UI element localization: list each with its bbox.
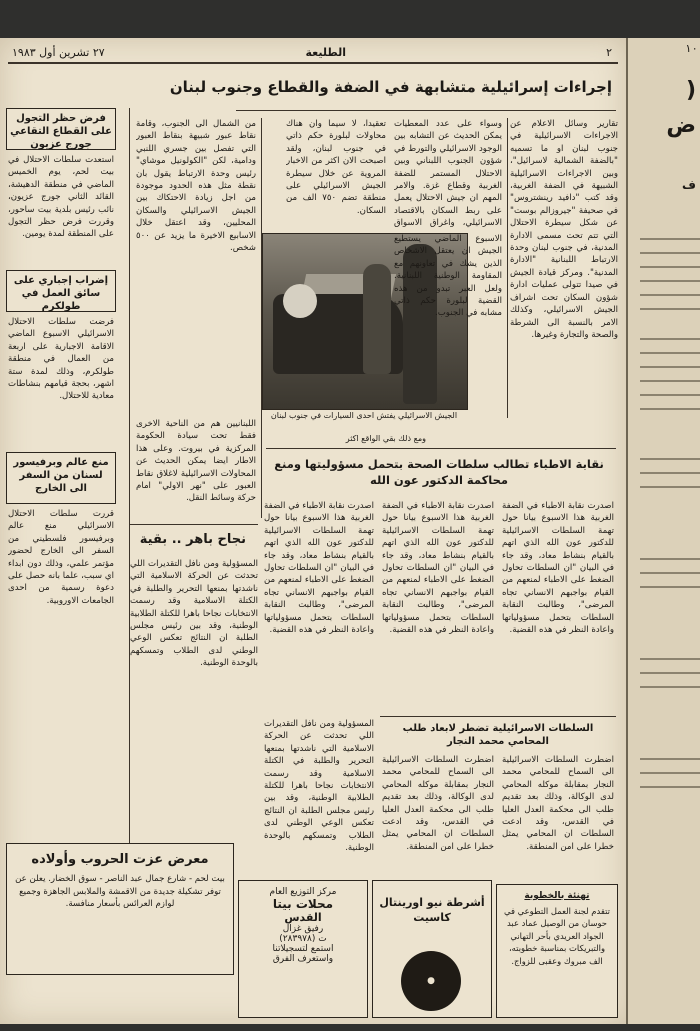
ban-body: قررت سلطات الاحتلال الاسرائيلي منع عالم وبرفيسور فلسطيني من السفر الى الخارج لحضور مؤتمر علمي، وذلك دون ابداء اي سبب، علما بانه حصل على دعوة رسمية من احدى الجامعات الاوروبية.	[8, 509, 114, 606]
strike-headline: إضراب إجباري على سائق العمل في طولكرم	[13, 275, 109, 312]
main-headline: إجراءات إسرائيلية متشابهة في الضفة والقطاع وجنوب لبنان	[169, 78, 612, 96]
col-rule	[507, 118, 508, 418]
distribution-ad	[238, 880, 368, 1018]
adjacent-fragment: (	[685, 78, 696, 103]
najah-body-col2: المسؤولية ومن نافل التقديرات اللي تحدثت عن الحركة الاسلامية التي ناشدتها بمنعها التحرير والطلبة في الكتلة الاسلامية وقد رسمت الانتخابات نجاحا باهرا للكتلة الطلابية الوطنية، وقد بين رئيس مجلس الطلبة ان النتائج تعكس الوعي الوطني لدى الطلاب وتمسكهم بالوحدة الوطنية.	[264, 719, 374, 854]
lawyer-body-col2: اضطرت السلطات الاسرائيلية الى السماح للمحامي محمد النجار بمقابلة موكله المحامي لدى الوكالة، وذلك بعد تقديم طلب الى محكمة العدل العليا في القدس، وقد ادعت السلطات ان المحامي يمثل خطرا على امن المنطقة.	[382, 755, 494, 852]
main-article-col4b: الاسبوع الماضي يستطيع الجيش ان يعتقل الاشخاص الذين يشك في تعاونهم مع المقاومة الوطنية اللبنانية. ولعل العبر تبدو من هذه القضية لبلورة حكم ذاتي مشابه في الجنوب.	[394, 234, 502, 319]
adjacent-fragment: ف	[682, 178, 696, 192]
strike-headline-box	[6, 270, 116, 312]
doctors-body-col1: اصدرت نقابة الاطباء في الضفة الغربية هذا الاسبوع بيانا حول تهمة السلطات الاسرائيلية للدكتور عون الله الذي اتهم بالقيام بنشاط معاد، وقد جاء في البيان "ان السلطات تحاول الضغط على الاطباء لمنعهم من القيام بواجبهم الانساني تجاه المرضى"، وطالبت النقابة السلطات بتحمل مسؤولياتها واعادة النظر في هذه القضية.	[502, 501, 614, 636]
main-article-col3b: اللبنانيين هم من الناحية الاخرى فقط تحت سيادة الحكومة المركزية في بيروت. وعلى هذا الاطار ايضا يمكن الحديث عن المحاولات الاسرائيلية لاغلاق نقاط العبور على "نهر الاولي" امام حركة وسائط النقل.	[136, 419, 256, 504]
col-rule	[261, 118, 262, 518]
lawyer-headline: السلطات الاسرائيلية تضطر لابعاد طلب المحامي محمد النجار	[402, 723, 594, 747]
najah-headline: نجاح باهر .. بقية	[139, 532, 246, 547]
issue-date: ٢٧ تشرين أول ١٩٨٣	[12, 46, 105, 59]
engagement-ad	[496, 884, 618, 1018]
adjacent-page-edge	[626, 38, 700, 1024]
photo-caption: الجيش الاسرائيلي يفتش احدى السيارات في جنوب لبنان	[270, 411, 458, 420]
najah-rule	[130, 524, 258, 525]
shop-ad	[6, 843, 234, 975]
doctors-body-col2: اصدرت نقابة الاطباء في الضفة الغربية هذا الاسبوع بيانا حول تهمة السلطات الاسرائيلية للدكتور عون الله الذي اتهم بالقيام بنشاط معاد، وقد جاء في البيان "ان السلطات تحاول الضغط على الاطباء لمنعهم من القيام بواجبهم الانساني تجاه المرضى"، وطالبت النقابة السلطات بتحمل مسؤولياتها واعادة النظر في هذه القضية.	[382, 501, 494, 636]
page-number: ٢	[606, 46, 612, 59]
distribution-shop: محلات بيتا	[272, 897, 334, 911]
lawyer-body-col1: اضطرت السلطات الاسرائيلية الى السماح للمحامي محمد النجار بمقابلة موكله المحامي لدى الوكالة، وذلك بعد تقديم طلب الى محكمة العدل العليا في القدس، وقد ادعت السلطات ان المحامي يمثل خطرا على امن المنطقة.	[502, 755, 614, 852]
engagement-title: تهنئة بالخطوبة	[524, 891, 590, 901]
strike-body: فرضت سلطات الاحتلال الاسرائيلي الاسبوع الماضي الاقامة الاجبارية على اربعة من العمال في منطقة طولكرم، وذلك لمدة ستة اشهر، بحجة قيامهم بنشاطات معادية للاحتلال.	[8, 317, 114, 402]
engagement-body: تتقدم لجنة العمل التطوعي في حوسان من الوصيل عماد عبد الجواد العريدي بأحر التهاني والتبريكات بمناسبة خطوبته، الف مبروك وعقبى للزواج.	[504, 906, 610, 966]
lawyer-rule	[380, 716, 616, 717]
curfew-headline-box	[6, 108, 116, 150]
distribution-city: القدس	[284, 911, 322, 924]
newspaper-page	[0, 38, 626, 1024]
cassette-ad	[372, 880, 492, 1018]
shop-ad-body: بيت لحم - شارع جمال عبد الناصر - سوق الخضار. يعلن عن توفر تشكيلة جديدة من الاقمشة والملابس الجاهزة وجميع لوازم العرائس بأسعار منافسة.	[15, 874, 225, 909]
main-article-col4: من الشمال الى الجنوب، وقامة نقاط عبور شبيهة بنقاط العبور التي تفصل بين جسري اللنبي ودامية، لكن "الكولونيل موشاي" رئيس وحدة الارتباط يقول بان نقطة مثل هذه الحدود موجودة من اجل زيادة الاحتكاك بين الجيش الاسرائيلي والسكان المحليين، وقد اعتقل خلال الاسابيع الاخيرة ما يزيد عن ٥٠٠ شخص.	[136, 119, 256, 254]
main-article-footer: ومع ذلك بقي الواقع اكثر	[345, 434, 426, 443]
curfew-headline: فرض حظر التجول على القطاع التقاعي جورج عزيون	[10, 113, 112, 150]
headline-rule	[236, 110, 616, 111]
doctors-headline: نقابة الاطباء تطالب سلطات الصحة بتحمل مسؤوليتها ومنع محاكمة الدكتور عون الله	[274, 457, 604, 487]
ban-headline-box	[6, 452, 116, 504]
doctors-rule	[266, 448, 616, 449]
shop-ad-title: معرض عزت الحروب وأولاده	[31, 852, 209, 867]
ban-headline: منع عالم وبرفيسور لسنان من السفر الى الخارج	[13, 457, 109, 494]
distribution-title: مركز التوزيع العام	[269, 887, 337, 897]
header-rule	[8, 62, 618, 64]
distribution-phone: ت (٢٨٣٩٧٨)	[279, 934, 327, 944]
distribution-line1: استمع لتسجيلاتنا	[272, 944, 334, 954]
distribution-line2: واستعرف الفرق	[272, 954, 334, 964]
doctors-body-col3: اصدرت نقابة الاطباء في الضفة الغربية هذا الاسبوع بيانا حول تهمة السلطات الاسرائيلية للدكتور عون الله الذي اتهم بالقيام بنشاط معاد، وقد جاء في البيان "ان السلطات تحاول الضغط على الاطباء لمنعهم من القيام بواجبهم الانساني تجاه المرضى"، وطالبت النقابة السلطات بتحمل مسؤولياتها واعادة النظر في هذه القضية.	[264, 501, 374, 636]
distribution-agent: رفيق غزال	[282, 924, 324, 934]
cassette-brand: أشرطة نيو اورينتال كاسيت	[379, 896, 485, 924]
najah-body: المسؤولية ومن نافل التقديرات اللي تحدثت عن الحركة الاسلامية التي ناشدتها بمنعها التحرير والطلبة في الكتلة الاسلامية وقد رسمت الانتخابات نجاحا باهرا للكتلة الطلابية الوطنية، وقد بين رئيس مجلس الطلبة ان النتائج تعكس الوعي الوطني لدى الطلاب وتمسكهم بالوحدة الوطنية.	[130, 559, 258, 669]
adjacent-fragment: ض	[666, 113, 696, 138]
adjacent-page-number: ١٠	[684, 42, 698, 55]
main-article-col3: تعقيدا، لا سيما وان هناك محاولات لبلورة حكم ذاتي في جنوب لبنان، ولقد اصبحت الان اكثر من الاخبار المروية عن خلال سيطرة الجيش الاسرائيلي على منطقة تضم ٧٥٠ الف من السكان.	[286, 119, 386, 216]
curfew-body: استعدت سلطات الاحتلال في بيت لحم، يوم الخميس الماضي في منطقة الدهيشة، القائد الثاني جورج عزيون، نائب رئيس بلدية بيت ساحور، وقررت فرض حظر التجول على المنطقة لمدة يومين.	[8, 155, 114, 240]
section-name: الطليعة	[305, 46, 346, 59]
main-article-col1: تقارير وسائل الاعلام عن الاجراءات الاسرائيلية في جنوب لبنان او ما تسميه "بالضفة الشمالية لاسرائيل"، وبين الاجراءات الاسرائيلية الشبيهة في الضفة الغربية، وقد كتب "دافيد رينشتروس" في صحيفة "جيروزالم بوست" عن شكل سيطرة الاحتلال التي تتم تحت مسمى الادارة المدنية، في جنوب لبنان وحدة الارتباط اللبنانية "الادارة المدنية". ومركز قيادة الجيش في صيدا تتولى عمليات ادارة شؤون السكان تحت اشراف الجيش الاسرائيلي، وكذلك الامر بالنسبة الى الشرطة والصحة والتجارة وغيرها.	[510, 119, 618, 340]
main-article-col2: وسواء على عدد المعطيات يمكن الحديث عن التشابه بين الوجود الاسرائيلي والتورط في شؤون الجنوب اللبناني وبين الاحتلال المستمر للضفة الغربية وقطاع غزة. والامر المهم ان جيش الاحتلال يعمل على ربط السكان بالاقتصاد الاسرائيلي، واغراق الاسواق	[394, 119, 502, 228]
cassette-logo: ●	[401, 951, 461, 1011]
